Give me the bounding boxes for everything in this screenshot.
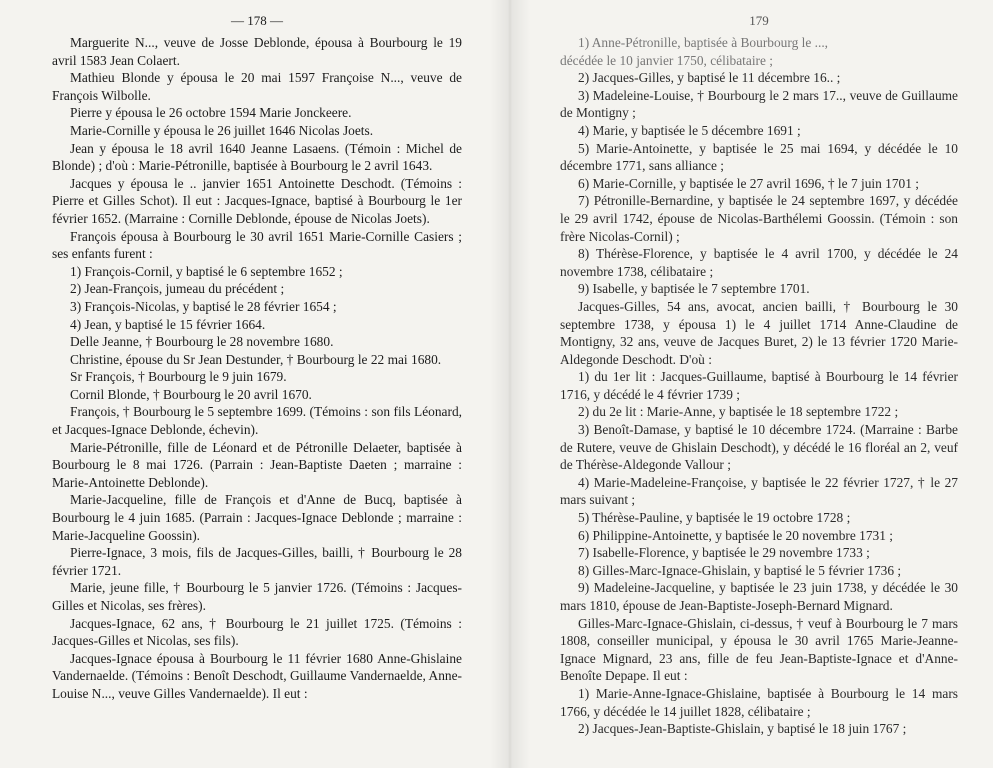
list-item: 6) Philippine-Antoinette, y baptisée le 20 novembre 1731 ; xyxy=(578,527,893,543)
list-item: 5) Thérèse-Pauline, y baptisée le 19 octobre 1728 ; xyxy=(578,510,851,526)
paragraph: Sr François, † Bourbourg le 9 juin 1679. xyxy=(70,369,287,385)
list-item: 2) Jacques-Gilles, y baptisé le 11 décembre 16.. ; xyxy=(578,70,841,86)
list-item: 8) Thérèse-Florence, y baptisée le 4 avril 1700, y décédée le 24 novembre 1738, célibataire ; xyxy=(560,246,958,279)
left-page xyxy=(52,0,462,768)
paragraph: Marie-Cornille y épousa le 26 juillet 1646 Nicolas Joets. xyxy=(70,122,374,138)
list-item: 7) Isabelle-Florence, y baptisée le 29 novembre 1733 ; xyxy=(578,545,870,561)
paragraph: Marguerite N..., veuve de Josse Deblonde, épousa à Bourbourg le 19 avril 1583 Jean Colaert. xyxy=(52,35,462,68)
page-number: 179 xyxy=(749,13,769,28)
paragraph: décédée le 10 janvier 1750, célibataire ; xyxy=(560,52,774,68)
list-item: 6) Marie-Cornille, y baptisée le 27 avril 1696, † le 7 juin 1701 ; xyxy=(578,175,920,191)
list-item: 2) Jacques-Jean-Baptiste-Ghislain, y baptisé le 18 juin 1767 ; xyxy=(578,721,907,737)
list-item: 1) François-Cornil, y baptisé le 6 septembre 1652 ; xyxy=(70,263,343,279)
list-item: 1) Anne-Pétronille, baptisée à Bourbourg le ..., xyxy=(578,35,829,50)
paragraph: Cornil Blonde, † Bourbourg le 20 avril 1670. xyxy=(70,386,312,402)
paragraph: Gilles-Marc-Ignace-Ghislain, ci-dessus, † veuf à Bourbourg le 7 mars 1808, conseiller municipal, y épousa le 30 avril 1765 Marie-Jeanne-Ignace Mignard, 23 ans, fille de feu Jean-Baptiste-Ignace et d'Anne-Benoîte Depape. Il eut : xyxy=(560,615,958,684)
paragraph: Marie, jeune fille, † Bourbourg le 5 janvier 1726. (Témoins : Jacques-Gilles et Nicolas, ses frères). xyxy=(52,580,462,613)
list-item: 1) du 1er lit : Jacques-Guillaume, baptisé à Bourbourg le 14 février 1716, y décédé le 4 février 1739 ; xyxy=(560,369,958,402)
paragraph: Jacques-Ignace, 62 ans, † Bourbourg le 21 juillet 1725. (Témoins : Jacques-Gilles et Nicolas, ses fils). xyxy=(52,615,462,649)
list-item: 4) Jean, y baptisé le 15 février 1664. xyxy=(70,316,266,332)
right-page xyxy=(560,0,958,768)
paragraph: Mathieu Blonde y épousa le 20 mai 1597 Françoise N..., veuve de François Wilbolle. xyxy=(52,70,462,103)
paragraph: Jacques y épousa le .. janvier 1651 Antoinette Deschodt. (Témoins : Pierre et Gilles Schot). Il eut : Jacques-Ignace, baptisé à Bourbourg le 1er février 1652. (Marraine : Cornille Deblonde, épouse de Nicolas Joets). xyxy=(52,175,462,226)
list-item: 3) François-Nicolas, y baptisé le 28 février 1654 ; xyxy=(70,298,337,314)
list-item: 2) du 2e lit : Marie-Anne, y baptisée le 18 septembre 1722 ; xyxy=(578,404,899,420)
paragraph: Jean y épousa le 18 avril 1640 Jeanne Lasaens. (Témoin : Michel de Blonde) ; d'où : Marie-Pétronille, baptisée à Bourbourg le 2 avril 1643. xyxy=(52,140,462,174)
list-item: 3) Benoît-Damase, y baptisé le 10 décembre 1724. (Marraine : Barbe de Rutere, veuve de Ghislain Deschodt), y décédé le 16 floréal an 2, veuf de Thérèse-Aldegonde Vallour ; xyxy=(560,422,958,473)
list-item: 9) Isabelle, y baptisée le 7 septembre 1701. xyxy=(578,281,810,297)
paragraph: Marie-Pétronille, fille de Léonard et de Pétronille Delaeter, baptisée à Bourbourg le 8 mai 1726. (Parrain : Jean-Baptiste Daeten ; marraine : Marie-Antoinette Deblonde). xyxy=(52,439,462,490)
paragraph: Christine, épouse du Sr Jean Destunder, † Bourbourg le 22 mai 1680. xyxy=(70,351,442,367)
list-item: 5) Marie-Antoinette, y baptisée le 25 mai 1694, y décédée le 10 décembre 1771, sans alliance ; xyxy=(560,140,958,174)
paragraph: Jacques-Ignace épousa à Bourbourg le 11 février 1680 Anne-Ghislaine Vandernaelde. (Témoins : Benoît Deschodt, Guillaume Vandernaelde, Anne-Louise N..., veuve Gilles Vandernaelde). Il eut : xyxy=(52,650,462,701)
list-item: 4) Marie, y baptisée le 5 décembre 1691 ; xyxy=(578,122,801,138)
list-item: 2) Jean-François, jumeau du précédent ; xyxy=(70,281,285,297)
paragraph: Delle Jeanne, † Bourbourg le 28 novembre 1680. xyxy=(70,334,334,350)
list-item: 8) Gilles-Marc-Ignace-Ghislain, y baptisé le 5 février 1736 ; xyxy=(578,562,902,578)
paragraph: Pierre y épousa le 26 octobre 1594 Marie Jonckeere. xyxy=(70,105,352,121)
paragraph: Jacques-Gilles, 54 ans, avocat, ancien bailli, † Bourbourg le 30 septembre 1738, y épousa 1) le 4 juillet 1714 Anne-Claudine de Montigny, 32 ans, veuve de Jacques Buret, 2) le 13 février 1720 Marie-Aldegonde Deschodt. D'où : xyxy=(560,298,958,367)
paragraph: Pierre-Ignace, 3 mois, fils de Jacques-Gilles, bailli, † Bourbourg le 28 février 1721. xyxy=(52,545,462,578)
paragraph: Marie-Jacqueline, fille de François et d'Anne de Bucq, baptisée à Bourbourg le 4 juin 1685. (Parrain : Jacques-Ignace Deblonde ; marraine : Marie-Jacqueline Goossin). xyxy=(52,492,462,543)
list-item: 9) Madeleine-Jacqueline, y baptisée le 23 juin 1738, y décédée le 30 mars 1810, épouse de Jean-Baptiste-Joseph-Bernard Mignard. xyxy=(560,580,958,613)
list-item: 7) Pétronille-Bernardine, y baptisée le 24 septembre 1697, y décédée le 29 avril 1742, épouse de Nicolas-Barthélemi Goossin. (Témoin : son frère Nicolas-Cornil) ; xyxy=(560,193,958,244)
book-gutter xyxy=(490,0,530,768)
paragraph: François, † Bourbourg le 5 septembre 1699. (Témoins : son fils Léonard, et Jacques-Ignace Deblonde, échevin). xyxy=(52,404,462,438)
list-item: 1) Marie-Anne-Ignace-Ghislaine, baptisée à Bourbourg le 14 mars 1766, y décédée le 14 juillet 1828, célibataire ; xyxy=(560,685,958,719)
page-number: — 178 — xyxy=(231,13,283,28)
list-item: 4) Marie-Madeleine-Françoise, y baptisée le 22 février 1727, † le 27 mars suivant ; xyxy=(560,474,958,508)
list-item: 3) Madeleine-Louise, † Bourbourg le 2 mars 17.., veuve de Guillaume de Montigny ; xyxy=(560,87,958,121)
paragraph: François épousa à Bourbourg le 30 avril 1651 Marie-Cornille Casiers ; ses enfants furent : xyxy=(52,228,462,262)
